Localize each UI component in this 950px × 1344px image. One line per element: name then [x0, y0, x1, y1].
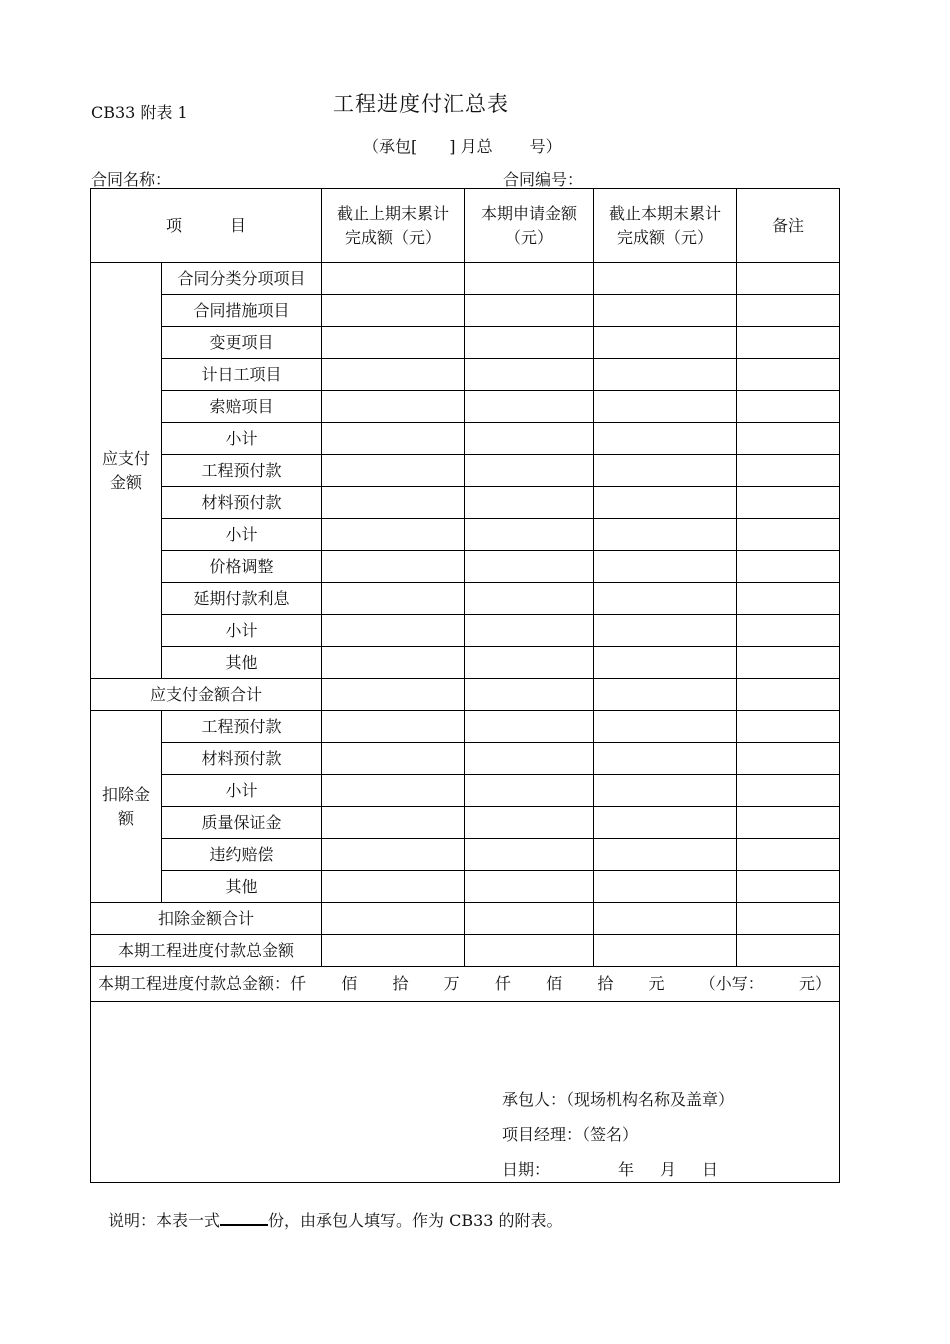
date-day: 日: [702, 1160, 719, 1179]
payable-item-label: 延期付款利息: [162, 583, 322, 615]
deduct-item-label: 质量保证金: [162, 807, 322, 839]
table-row: [91, 391, 840, 423]
payable-total-cumulative-cell[interactable]: [594, 679, 737, 711]
period-total-remarks-cell[interactable]: [737, 935, 840, 967]
deduct-prev-cumulative-cell[interactable]: [322, 743, 465, 775]
payable-item-label: 计日工项目: [162, 359, 322, 391]
payable-current-request-cell[interactable]: [465, 615, 594, 647]
payable-cumulative-cell[interactable]: [594, 391, 737, 423]
payable-remarks-cell[interactable]: [737, 519, 840, 551]
payable-item-label: 合同分类分项项目: [162, 263, 322, 295]
payable-item-label: 合同措施项目: [162, 295, 322, 327]
payable-prev-cumulative-cell[interactable]: [322, 519, 465, 551]
form-code: CB33 附表 1: [91, 103, 188, 122]
payable-item-label: 价格调整: [162, 551, 322, 583]
payable-prev-cumulative-cell[interactable]: [322, 423, 465, 455]
deduct-remarks-cell[interactable]: [737, 711, 840, 743]
payable-prev-cumulative-cell[interactable]: [322, 263, 465, 295]
deduct-item-label: 小计: [162, 775, 322, 807]
amount-unit: 元: [648, 974, 665, 993]
deduct-cumulative-cell[interactable]: [594, 871, 737, 903]
deduct-cumulative-cell[interactable]: [594, 743, 737, 775]
date-month: 月: [660, 1160, 677, 1179]
payable-cumulative-cell[interactable]: [594, 519, 737, 551]
payable-current-request-cell[interactable]: [465, 455, 594, 487]
deduct-item-label: 材料预付款: [162, 743, 322, 775]
payable-remarks-cell[interactable]: [737, 423, 840, 455]
table-row: [91, 295, 840, 327]
amount-unit: 仟: [494, 974, 511, 993]
deduct-remarks-cell[interactable]: [737, 807, 840, 839]
payable-current-request-cell[interactable]: [465, 519, 594, 551]
date-line: [502, 1158, 718, 1182]
payable-cumulative-cell[interactable]: [594, 551, 737, 583]
signature-row: [91, 1002, 840, 1183]
header-prev-cumulative: 截止上期末累计完成额（元）: [322, 189, 465, 263]
table-row: [91, 871, 840, 903]
deduct-current-request-cell[interactable]: [465, 711, 594, 743]
deduct-total-prev-cumulative-cell[interactable]: [322, 903, 465, 935]
payable-total-prev-cumulative-cell[interactable]: [322, 679, 465, 711]
payable-remarks-cell[interactable]: [737, 391, 840, 423]
deduct-cumulative-cell[interactable]: [594, 711, 737, 743]
table-row: [91, 327, 840, 359]
period-total-prev-cumulative-cell[interactable]: [322, 935, 465, 967]
table-row: [91, 615, 840, 647]
deduct-item-label: 违约赔偿: [162, 839, 322, 871]
payable-cumulative-cell[interactable]: [594, 263, 737, 295]
deduct-prev-cumulative-cell[interactable]: [322, 839, 465, 871]
payable-item-label: 小计: [162, 615, 322, 647]
deduct-current-request-cell[interactable]: [465, 775, 594, 807]
note-suffix: 份，由承包人填写。作为 CB33 的附表。: [268, 1211, 563, 1230]
table-row: [91, 743, 840, 775]
amount-unit: 万: [443, 974, 460, 993]
payable-cumulative-cell[interactable]: [594, 487, 737, 519]
deduct-cumulative-cell[interactable]: [594, 775, 737, 807]
table-row: [91, 263, 840, 295]
payable-prev-cumulative-cell[interactable]: [322, 647, 465, 679]
payable-cumulative-cell[interactable]: [594, 583, 737, 615]
amount-unit: 元）: [798, 974, 831, 993]
payable-prev-cumulative-cell[interactable]: [322, 487, 465, 519]
deduct-current-request-cell[interactable]: [465, 807, 594, 839]
table-row: [91, 935, 840, 967]
payable-remarks-cell[interactable]: [737, 455, 840, 487]
payable-cumulative-cell[interactable]: [594, 423, 737, 455]
table-row: [91, 679, 840, 711]
payable-cumulative-cell[interactable]: [594, 295, 737, 327]
deduct-total-label: 扣除金额合计: [91, 903, 322, 935]
payable-current-request-cell[interactable]: [465, 487, 594, 519]
payable-remarks-cell[interactable]: [737, 583, 840, 615]
table-row: [91, 423, 840, 455]
table-row: [91, 711, 840, 743]
deduct-group-label: 扣除金额: [91, 711, 162, 903]
payable-cumulative-cell[interactable]: [594, 359, 737, 391]
table-row: [91, 647, 840, 679]
table-row: [91, 839, 840, 871]
payable-prev-cumulative-cell[interactable]: [322, 391, 465, 423]
deduct-total-cumulative-cell[interactable]: [594, 903, 737, 935]
deduct-remarks-cell[interactable]: [737, 839, 840, 871]
payable-total-remarks-cell[interactable]: [737, 679, 840, 711]
date-year: 年: [618, 1160, 635, 1179]
payable-item-label: 变更项目: [162, 327, 322, 359]
deduct-remarks-cell[interactable]: [737, 775, 840, 807]
deduct-total-remarks-cell[interactable]: [737, 903, 840, 935]
payable-current-request-cell[interactable]: [465, 295, 594, 327]
deduct-prev-cumulative-cell[interactable]: [322, 711, 465, 743]
payable-current-request-cell[interactable]: [465, 359, 594, 391]
payable-prev-cumulative-cell[interactable]: [322, 327, 465, 359]
payable-total-label: 应支付金额合计: [91, 679, 322, 711]
header-cumulative: 截止本期末累计完成额（元）: [594, 189, 737, 263]
amount-in-words-row: [91, 967, 840, 1002]
table-row: [91, 583, 840, 615]
table-row: [91, 455, 840, 487]
payable-remarks-cell[interactable]: [737, 551, 840, 583]
table-row: [91, 551, 840, 583]
deduct-item-label: 工程预付款: [162, 711, 322, 743]
deduct-remarks-cell[interactable]: [737, 743, 840, 775]
payment-summary-table: [90, 188, 840, 1183]
deduct-cumulative-cell[interactable]: [594, 839, 737, 871]
table-row: [91, 807, 840, 839]
period-total-current-request-cell[interactable]: [465, 935, 594, 967]
payable-remarks-cell[interactable]: [737, 295, 840, 327]
header-current-request: 本期申请金额（元）: [465, 189, 594, 263]
deduct-total-current-request-cell[interactable]: [465, 903, 594, 935]
payable-prev-cumulative-cell[interactable]: [322, 615, 465, 647]
period-total-label: 本期工程进度付款总金额: [91, 935, 322, 967]
payable-cumulative-cell[interactable]: [594, 647, 737, 679]
payable-prev-cumulative-cell[interactable]: [322, 295, 465, 327]
payable-cumulative-cell[interactable]: [594, 455, 737, 487]
header-remarks: 备注: [737, 189, 840, 263]
payable-prev-cumulative-cell[interactable]: [322, 455, 465, 487]
deduct-item-label: 其他: [162, 871, 322, 903]
amount-unit: 佰: [546, 974, 563, 993]
payable-cumulative-cell[interactable]: [594, 327, 737, 359]
payable-item-label: 材料预付款: [162, 487, 322, 519]
table-row: [91, 487, 840, 519]
payable-current-request-cell[interactable]: [465, 583, 594, 615]
note-prefix: 说明：本表一式: [108, 1211, 221, 1230]
header-row: [91, 189, 840, 263]
deduct-prev-cumulative-cell[interactable]: [322, 775, 465, 807]
period-total-cumulative-cell[interactable]: [594, 935, 737, 967]
deduct-remarks-cell[interactable]: [737, 871, 840, 903]
deduct-current-request-cell[interactable]: [465, 743, 594, 775]
header-item: 项 目: [91, 189, 322, 263]
amount-unit: 拾: [597, 974, 614, 993]
amount-unit: 佰: [341, 974, 358, 993]
table-row: [91, 775, 840, 807]
deduct-prev-cumulative-cell[interactable]: [322, 871, 465, 903]
footnote: [108, 1208, 563, 1231]
deduct-prev-cumulative-cell[interactable]: [322, 807, 465, 839]
page-subtitle: （承包[ ] 月总 号）: [363, 137, 562, 156]
amount-words-label: 本期工程进度付款总金额：仟: [98, 974, 307, 993]
contract-name-label: 合同名称：: [91, 170, 172, 189]
deduct-current-request-cell[interactable]: [465, 839, 594, 871]
payable-item-label: 工程预付款: [162, 455, 322, 487]
payable-current-request-cell[interactable]: [465, 327, 594, 359]
payable-current-request-cell[interactable]: [465, 551, 594, 583]
date-label: 日期：: [502, 1160, 551, 1179]
deduct-current-request-cell[interactable]: [465, 871, 594, 903]
payable-remarks-cell[interactable]: [737, 615, 840, 647]
table-row: [91, 519, 840, 551]
payable-current-request-cell[interactable]: [465, 391, 594, 423]
payable-group-label: 应支付金额: [91, 263, 162, 679]
amount-unit: 拾: [392, 974, 409, 993]
payable-prev-cumulative-cell[interactable]: [322, 551, 465, 583]
payable-prev-cumulative-cell[interactable]: [322, 583, 465, 615]
amount-unit: （小写：: [699, 974, 764, 993]
payable-current-request-cell[interactable]: [465, 647, 594, 679]
contractor-line: 承包人：（现场机构名称及盖章）: [502, 1090, 735, 1109]
payable-remarks-cell[interactable]: [737, 263, 840, 295]
payable-current-request-cell[interactable]: [465, 263, 594, 295]
payable-item-label: 小计: [162, 519, 322, 551]
deduct-cumulative-cell[interactable]: [594, 807, 737, 839]
payable-item-label: 小计: [162, 423, 322, 455]
payable-remarks-cell[interactable]: [737, 327, 840, 359]
contract-number-label: 合同编号：: [503, 170, 584, 189]
payable-item-label: 其他: [162, 647, 322, 679]
payable-cumulative-cell[interactable]: [594, 615, 737, 647]
payable-remarks-cell[interactable]: [737, 487, 840, 519]
payable-remarks-cell[interactable]: [737, 359, 840, 391]
payable-item-label: 索赔项目: [162, 391, 322, 423]
signature-box[interactable]: [91, 1002, 840, 1183]
payable-total-current-request-cell[interactable]: [465, 679, 594, 711]
copies-blank[interactable]: [220, 1210, 268, 1226]
amount-in-words-cell[interactable]: [91, 967, 840, 1002]
page-title: 工程进度付汇总表: [333, 92, 509, 116]
payable-current-request-cell[interactable]: [465, 423, 594, 455]
payable-prev-cumulative-cell[interactable]: [322, 359, 465, 391]
table-row: [91, 359, 840, 391]
payable-remarks-cell[interactable]: [737, 647, 840, 679]
manager-signature-line: 项目经理：（签名）: [502, 1125, 639, 1144]
table-row: [91, 903, 840, 935]
